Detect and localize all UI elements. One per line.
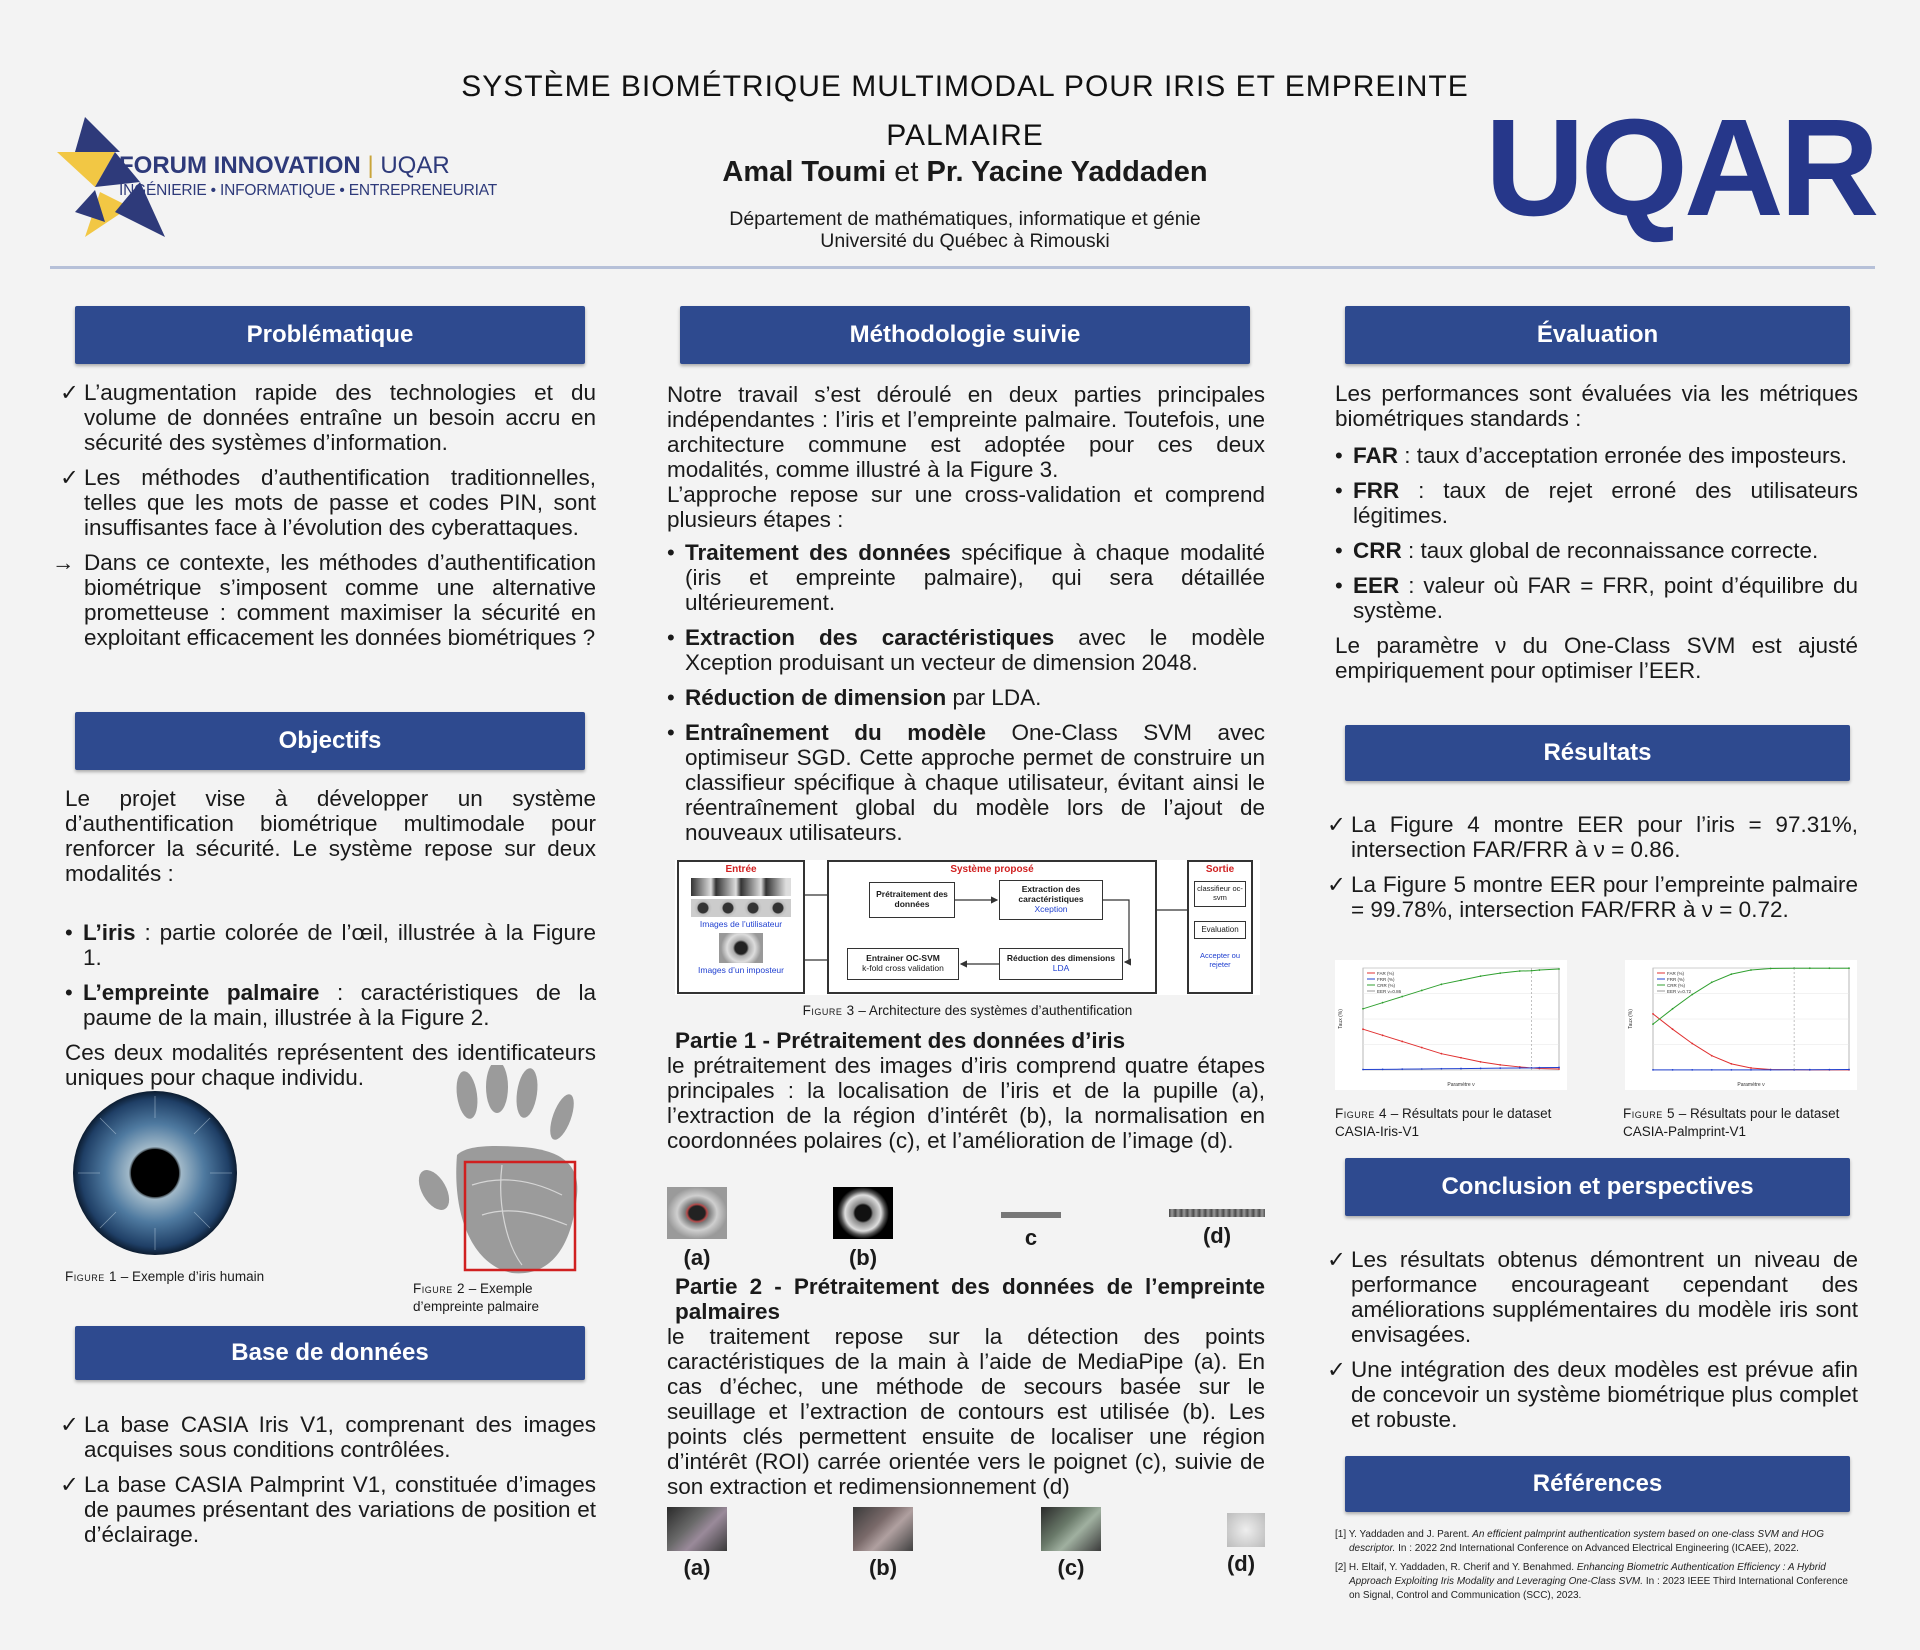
chart-legend-entry: FAR (%) xyxy=(1377,971,1395,976)
list-item: • Réduction de dimension par LDA. xyxy=(667,685,1265,710)
affiliation-dept: Département de mathématiques, informatique et génie xyxy=(729,208,1201,230)
list-item: ✓ La Figure 5 montre EER pour l’empreinte palmaire = 99.78%, intersection FAR/FRR à ν = 0.72. xyxy=(1327,872,1858,922)
list-item: ✓ Une intégration des deux modèles est prévue afin de concevoir un système biométrique plus complet et robuste. xyxy=(1327,1357,1858,1432)
resultats-body xyxy=(1327,812,1858,932)
list-item: ✓ La base CASIA Iris V1, comprenant des images acquises sous conditions contrôlées. xyxy=(60,1412,596,1462)
chart-point xyxy=(1382,1002,1384,1004)
section-methodologie: Méthodologie suivie xyxy=(680,306,1250,364)
chart-point xyxy=(1809,1069,1811,1071)
chart-legend-entry: FRR (%) xyxy=(1377,977,1395,982)
chart-fig4 xyxy=(1335,960,1567,1090)
chart-point xyxy=(1499,972,1501,974)
chart-xlabel: Paramètre ν xyxy=(1447,1082,1475,1088)
iris-step-a-image xyxy=(667,1187,727,1239)
conclusion-body xyxy=(1327,1247,1858,1442)
list-item: ✓ L’augmentation rapide des technologies et du volume de données entraîne un besoin accru en sécurité des systèmes d’information. xyxy=(60,380,596,455)
chart-point xyxy=(1539,1067,1541,1069)
logo-left-subtitle: INGÉNIERIE • INFORMATIQUE • ENTREPRENEURIAT xyxy=(119,182,498,199)
chart-point xyxy=(1672,1008,1674,1010)
author-1: Amal Toumi xyxy=(722,156,887,188)
logo-left-title: FORUM INNOVATION xyxy=(119,152,361,179)
chart-point xyxy=(1750,1067,1752,1069)
iris-step-d-image xyxy=(1169,1209,1265,1217)
palm-step-d-image xyxy=(1227,1513,1265,1547)
architecture-diagram xyxy=(675,860,1260,995)
chart-point xyxy=(1770,1069,1772,1071)
author-joiner: et xyxy=(894,156,919,188)
objectifs-list xyxy=(65,920,596,1030)
iris-step-c-image xyxy=(1001,1212,1061,1218)
chart-point xyxy=(1809,967,1811,969)
iris-step-c-label: c xyxy=(1024,1225,1038,1250)
iris-step-b-label: (b) xyxy=(848,1245,878,1270)
arrow-icon: → xyxy=(52,550,75,575)
fig5-caption: Figure 5 – Résultats pour le dataset CASIA-Palmprint-V1 xyxy=(1623,1106,1840,1139)
chart-point xyxy=(1421,990,1423,992)
chart-legend-entry: FAR (%) xyxy=(1667,971,1685,976)
conclusion-list xyxy=(1327,1247,1858,1432)
chart-series-line xyxy=(1363,1029,1559,1069)
section-base-de-donnees: Base de données xyxy=(75,1326,585,1380)
check-icon: ✓ xyxy=(1327,1247,1346,1272)
diagram-imposter-image xyxy=(719,933,763,963)
chart-point xyxy=(1711,1069,1713,1071)
section-references: Références xyxy=(1345,1456,1850,1512)
fig3-caption: Figure 3 – Architecture des systèmes d’authentification xyxy=(802,1003,1133,1018)
chart-point xyxy=(1731,1063,1733,1065)
chart-point xyxy=(1401,1041,1403,1043)
chart-point xyxy=(1480,975,1482,977)
list-item: ✓ La Figure 4 montre EER pour l’iris = 97.31%, intersection FAR/FRR à ν = 0.86. xyxy=(1327,812,1858,862)
chart-legend-entry: EER ν=0.72 xyxy=(1667,989,1692,994)
diagram-input-arrows xyxy=(805,860,829,994)
chart-point xyxy=(1558,1067,1560,1069)
chart-point xyxy=(1382,1068,1384,1070)
diagram-classifieur: classifieur oc-svm xyxy=(1194,881,1246,907)
palm-step-c-image xyxy=(1041,1507,1101,1551)
diagram-pretraitement: Prétraitement des données xyxy=(869,882,955,918)
chart-point xyxy=(1382,1034,1384,1036)
diagram-sortie-box xyxy=(1187,860,1253,994)
chart-point xyxy=(1421,1047,1423,1049)
chart-point xyxy=(1441,1068,1443,1070)
chart-ylabel: Taux (%) xyxy=(1628,1009,1634,1029)
problematique-list xyxy=(52,380,596,650)
reference-2: [2] H. Eltaif, Y. Yaddaden, R. Cherif and Y. Benahmed. Enhancing Biometric Authentication Efficiency : A Hybrid Approach Exploiting Iris Modality and Leveraging One-Class SVM. In : 2023 IEEE Third International Conference on Signal, Control and Communication (SCC), 2023. xyxy=(1335,1562,1848,1601)
chart-point xyxy=(1362,1028,1364,1030)
chart-point xyxy=(1460,1057,1462,1059)
chart-point xyxy=(1691,1043,1693,1045)
fig3-prefix: Figure 3 xyxy=(802,1003,855,1018)
chart-legend-entry: CRR (%) xyxy=(1377,983,1395,988)
section-problematique: Problématique xyxy=(75,306,585,364)
authors xyxy=(560,155,1370,189)
fig1-prefix: Figure 1 xyxy=(65,1269,118,1284)
part2-body xyxy=(667,1274,1265,1505)
fig2-prefix: Figure 2 xyxy=(413,1281,466,1296)
chart-point xyxy=(1401,1068,1403,1070)
diagram-user-images xyxy=(691,878,791,896)
base-body xyxy=(60,1412,596,1557)
chart-point xyxy=(1848,1069,1850,1071)
logo-uqar: UQAR xyxy=(1485,91,1876,245)
chart-point xyxy=(1480,1067,1482,1069)
chart-xlabel: Paramètre ν xyxy=(1737,1082,1765,1088)
section-resultats: Résultats xyxy=(1345,725,1850,781)
diagram-extraction: Extraction des caractéristiques Xception xyxy=(999,880,1103,920)
chart-legend-entry: EER ν=0.86 xyxy=(1377,989,1402,994)
chart-point xyxy=(1499,1064,1501,1066)
logo-left-uqar: UQAR xyxy=(380,152,450,179)
diagram-entrainer: Entrainer OC-SVM k-fold cross validation xyxy=(847,948,959,980)
chart-point xyxy=(1731,973,1733,975)
chart-point xyxy=(1362,1069,1364,1071)
check-icon: ✓ xyxy=(1327,872,1346,897)
palm-step-b-image xyxy=(853,1507,913,1551)
list-item: • Entraînement du modèle One-Class SVM avec optimiseur SGD. Cette approche permet de construire un classifieur spécifique à chaque utilisateur, évitant ainsi le réentraînement global du modèle lors de l’ajout de nouveaux utilisateurs. xyxy=(667,720,1265,845)
evaluation-body xyxy=(1335,381,1858,689)
affiliation-univ: Université du Québec à Rimouski xyxy=(820,230,1110,252)
palm-step-a-label: (a) xyxy=(683,1555,711,1580)
palmprint-image xyxy=(412,1065,602,1280)
chart-point xyxy=(1652,1013,1654,1015)
iris-step-d-label: (d) xyxy=(1202,1223,1232,1248)
fig4-caption: Figure 4 – Résultats pour le dataset CASIA-Iris-V1 xyxy=(1335,1106,1552,1139)
chart-point xyxy=(1421,1068,1423,1070)
objectifs-intro: Le projet vise à développer un système d’authentification biométrique multimodale pour renforcer la sécurité. Le système repose sur deux modalités : xyxy=(65,786,596,886)
evaluation-outro: Le paramètre ν du One-Class SVM est ajusté empiriquement pour optimiser l’EER. xyxy=(1335,633,1858,683)
chart-point xyxy=(1531,970,1533,972)
chart-point xyxy=(1829,1069,1831,1071)
fig1-caption: Figure 1 – Exemple d’iris humain xyxy=(65,1269,265,1284)
chart-point xyxy=(1711,981,1713,983)
fig4-prefix: Figure 4 xyxy=(1335,1106,1388,1121)
poster-title xyxy=(400,62,1530,160)
chart-point xyxy=(1711,1055,1713,1057)
list-item: ✓ Les méthodes d’authentification traditionnelles, telles que les mots de passe et codes PIN, sont insuffisantes face à l’évolution des cyberattaques. xyxy=(60,465,596,540)
check-icon: ✓ xyxy=(60,1472,79,1497)
list-item: ✓ Les résultats obtenus démontrent un niveau de performance encourageant cependant des améliorations supplémentaires du modèle iris sont envisagées. xyxy=(1327,1247,1858,1347)
chart-fig5 xyxy=(1625,960,1857,1090)
list-item: • Extraction des caractéristiques avec le modèle Xception produisant un vecteur de dimension 2048. xyxy=(667,625,1265,675)
chart-point xyxy=(1441,1053,1443,1055)
diagram-systeme-box xyxy=(827,860,1157,994)
logo-forum-innovation: FORUM INNOVATION | UQAR INGÉNIERIE • INFORMATIQUE • ENTREPRENEURIAT xyxy=(55,112,475,242)
objectifs-body xyxy=(65,786,596,1096)
palm-step-d-label: (d) xyxy=(1226,1551,1256,1576)
list-item: • L’empreinte palmaire : caractéristiques de la paume de la main, illustrée à la Figure 2. xyxy=(65,980,596,1030)
diagram-arrows xyxy=(829,862,1159,996)
section-evaluation: Évaluation xyxy=(1345,306,1850,364)
check-icon: ✓ xyxy=(60,1412,79,1437)
methodologie-steps xyxy=(667,540,1265,845)
check-icon: ✓ xyxy=(60,380,79,405)
objectifs-outro: Ces deux modalités représentent des identificateurs uniques pour chaque individu. xyxy=(65,1040,596,1090)
methodologie-body xyxy=(667,382,1265,855)
palm-step-b-label: (b) xyxy=(868,1555,898,1580)
poster-title-line2: PALMAIRE xyxy=(886,119,1044,152)
diagram-accepter: Accepter ou rejeter xyxy=(1199,951,1241,969)
chart-point xyxy=(1401,996,1403,998)
list-item: • L’iris : partie colorée de l’œil, illustrée à la Figure 1. xyxy=(65,920,596,970)
chart-point xyxy=(1441,983,1443,985)
list-item: • CRR : taux global de reconnaissance correcte. xyxy=(1335,538,1858,563)
palm-step-a-image xyxy=(667,1507,727,1551)
list-item: • FAR : taux d’acceptation erronée des imposteurs. xyxy=(1335,443,1858,468)
iris-image xyxy=(70,1088,240,1258)
metrics-list xyxy=(1335,443,1858,623)
chart-point xyxy=(1672,1028,1674,1030)
chart-point xyxy=(1770,968,1772,970)
iris-step-a-label: (a) xyxy=(683,1245,711,1270)
poster-title-line1: SYSTÈME BIOMÉTRIQUE MULTIMODAL POUR IRIS ET EMPREINTE xyxy=(461,70,1469,103)
diagram-images-imposteur-label: Images d’un imposteur xyxy=(698,965,784,975)
iris-step-b-image xyxy=(833,1187,893,1239)
list-item: • FRR : taux de rejet erroné des utilisateurs légitimes. xyxy=(1335,478,1858,528)
chart-point xyxy=(1539,969,1541,971)
methodologie-intro2: L’approche repose sur une cross-validation et comprend plusieurs étapes : xyxy=(667,482,1265,532)
chart-point xyxy=(1691,994,1693,996)
chart-point xyxy=(1519,970,1521,972)
section-objectifs: Objectifs xyxy=(75,712,585,770)
check-icon: ✓ xyxy=(60,465,79,490)
iris-preprocessing-row xyxy=(667,1185,1265,1275)
chart-point xyxy=(1558,968,1560,970)
chart-series-line xyxy=(1653,1014,1849,1070)
chart-point xyxy=(1672,1069,1674,1071)
chart-point xyxy=(1460,979,1462,981)
reference-1: [1] Y. Yaddaden and J. Parent. An efficient palmprint authentication system based on one-class SVM and HOG descriptor. In : 2022 2nd International Conference on Advanced Electrical Engineering (ICAEE), 2022. xyxy=(1335,1529,1825,1554)
evaluation-intro: Les performances sont évaluées via les métriques biométriques standards : xyxy=(1335,381,1858,431)
affiliation xyxy=(560,208,1370,252)
diagram-systeme-label: Système proposé xyxy=(950,864,1034,875)
problematique-body xyxy=(52,380,596,660)
part1-body xyxy=(667,1028,1265,1159)
diagram-reduction: Réduction des dimensions LDA xyxy=(999,948,1123,980)
chart-point xyxy=(1829,967,1831,969)
references-body xyxy=(1335,1528,1860,1603)
chart-legend-entry: CRR (%) xyxy=(1667,983,1685,988)
chart-point xyxy=(1519,1067,1521,1069)
methodologie-intro1: Notre travail s’est déroulé en deux parties principales indépendantes : l’iris et l’empreinte palmaire. Toutefois, une architecture commune est adoptée pour ces deux modalités, comme illustré à la Figure 3. xyxy=(667,382,1265,482)
diagram-output-arrows xyxy=(1155,860,1189,994)
palm-preprocessing-row xyxy=(667,1507,1265,1587)
base-list xyxy=(60,1412,596,1547)
diagram-images-user-label: Images de l’utilisateur xyxy=(699,919,783,929)
chart-point xyxy=(1731,1069,1733,1071)
author-2: Pr. Yacine Yaddaden xyxy=(926,156,1208,188)
part1-text: le prétraitement des images d’iris comprend quatre étapes principales : la localisation de l’iris et de la pupille (a), l’extraction de la région d’intérêt (b), la normalisation en coordonnées polaires (c), et l’amélioration de l’image (d). xyxy=(667,1053,1265,1153)
list-item: • EER : valeur où FAR = FRR, point d’équilibre du système. xyxy=(1335,573,1858,623)
fig2-caption: Figure 2 – Exemple d’empreinte palmaire xyxy=(413,1281,540,1314)
part2-text: le traitement repose sur la détection des points caractéristiques de la main à l’aide de MediaPipe (a). En cas d’échec, une méthode de secours basée sur le seuillage et l’extraction de contours est utilisée (b). Les points clés permettent ensuite de localiser une région d’intérêt (ROI) carrée orientée vers le poignet (c), suivie de son extraction et redimensionnement (d) xyxy=(667,1324,1265,1499)
diagram-evaluation: Evaluation xyxy=(1194,921,1246,939)
list-item: → Dans ce contexte, les méthodes d’authentification biométrique s’imposent comme une alternative prometteuse : comment maximiser la sécurité en exploitant efficacement les données biométriques ? xyxy=(52,550,596,650)
diagram-entree-box xyxy=(677,860,805,994)
chart-ylabel: Taux (%) xyxy=(1338,1009,1344,1029)
resultats-list xyxy=(1327,812,1858,922)
chart-point xyxy=(1750,1069,1752,1071)
part1-title: Partie 1 - Prétraitement des données d’iris xyxy=(675,1028,1126,1053)
chart-point xyxy=(1499,1067,1501,1069)
chart-point xyxy=(1750,969,1752,971)
check-icon: ✓ xyxy=(1327,812,1346,837)
chart-point xyxy=(1362,1008,1364,1010)
header-divider xyxy=(50,266,1875,269)
chart-point xyxy=(1652,1023,1654,1025)
chart-legend-entry: FRR (%) xyxy=(1667,977,1685,982)
part2-title: Partie 2 - Prétraitement des données de l’empreinte palmaires xyxy=(675,1274,1265,1324)
chart-point xyxy=(1480,1061,1482,1063)
palm-step-c-label: (c) xyxy=(1057,1555,1085,1580)
list-item: • Traitement des données spécifique à chaque modalité (iris et empreinte palmaire), qui sera détaillée ultérieurement. xyxy=(667,540,1265,615)
diagram-user-images-2 xyxy=(691,899,791,917)
diagram-sortie-label: Sortie xyxy=(1205,864,1235,875)
fig5-prefix: Figure 5 xyxy=(1623,1106,1676,1121)
chart-point xyxy=(1652,1069,1654,1071)
chart-point xyxy=(1691,1069,1693,1071)
chart-point xyxy=(1460,1068,1462,1070)
diagram-entree-label: Entrée xyxy=(725,864,757,875)
section-conclusion: Conclusion et perspectives xyxy=(1345,1158,1850,1216)
check-icon: ✓ xyxy=(1327,1357,1346,1382)
list-item: ✓ La base CASIA Palmprint V1, constituée d’images de paumes présentant des variations de position et d’éclairage. xyxy=(60,1472,596,1547)
chart-point xyxy=(1848,967,1850,969)
